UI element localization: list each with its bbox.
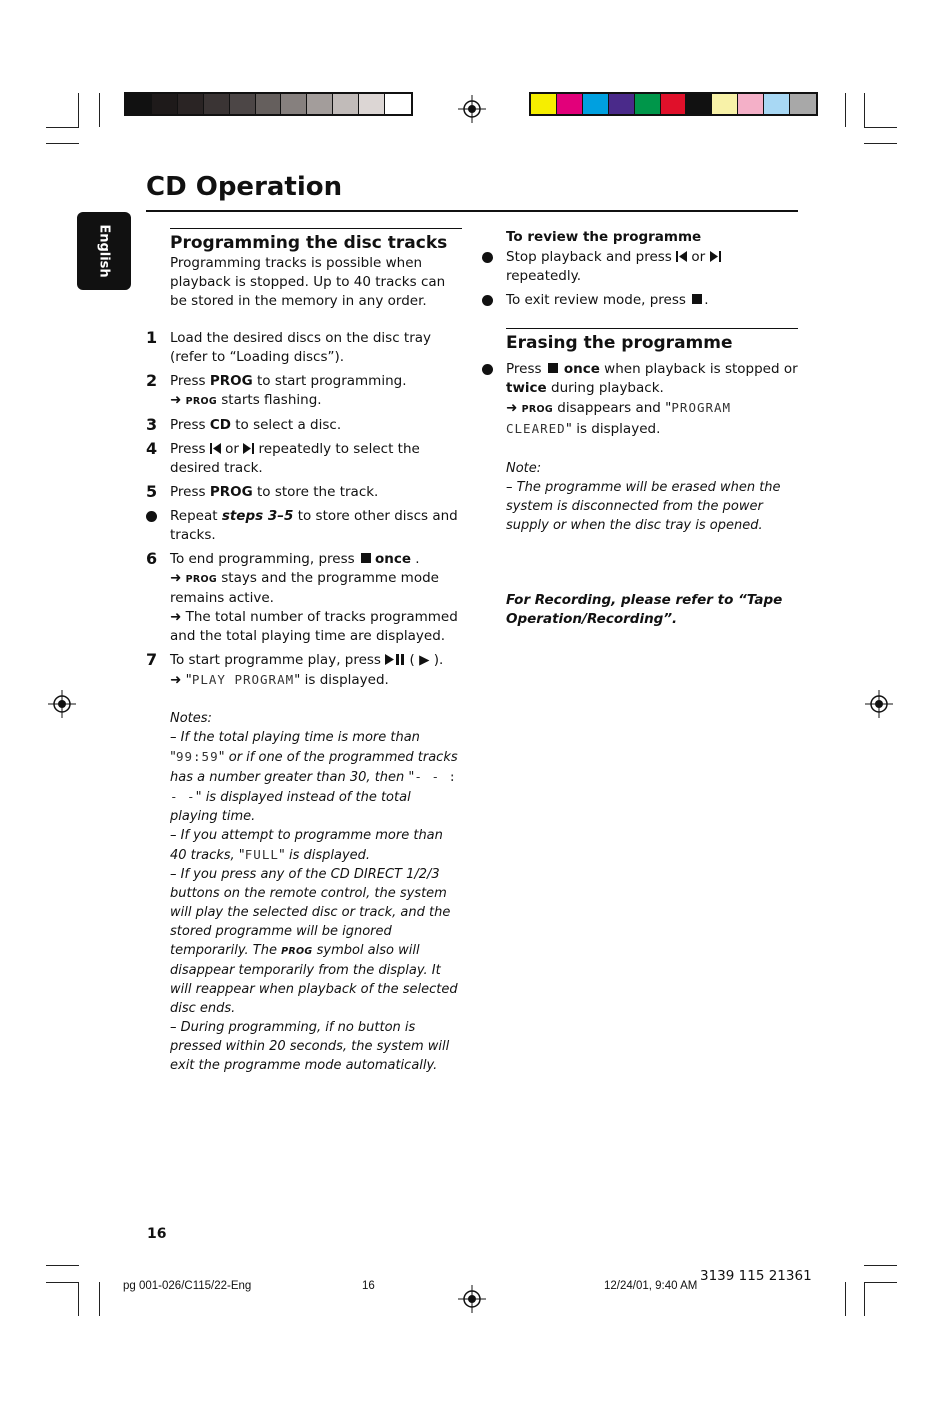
review-bullet-1: Stop playback and press or repeatedly.	[506, 248, 798, 286]
arrow-icon: ➜	[170, 609, 182, 625]
note-3: – If you press any of the CD DIRECT 1/2/3 buttons on the remote control, the system will play the selected disc or track, and the stored programme will be ignored temporarily. The PROG symbol also will disappear temporarily from the display. It will reappear when playback of the selected disc ends.	[170, 867, 458, 1016]
calibration-swatch	[531, 94, 557, 114]
calibration-swatch	[333, 94, 359, 114]
crop-mark	[864, 93, 865, 127]
previous-track-icon	[210, 443, 221, 454]
note-2: – If you attempt to programme more than 40 tracks, "FULL" is displayed.	[170, 828, 443, 863]
next-track-icon	[710, 251, 721, 262]
grayscale-calibration-bar	[124, 92, 413, 116]
arrow-icon: ➜	[170, 392, 182, 408]
section-heading-programming: Programming the disc tracks	[170, 233, 448, 253]
intro-text: Programming tracks is possible when playback is stopped. Up to 40 tracks can be stored in the memory in any order.	[170, 255, 446, 309]
step-6: 6 To end programming, press once . ➜ PROG stays and the programme mode remains active. ➜ The total number of tracks programmed and the total playing time are displayed.	[146, 549, 458, 644]
arrow-icon: ➜	[170, 570, 182, 586]
crop-mark	[864, 127, 897, 128]
bullet-icon	[482, 252, 493, 263]
prog-indicator: PROG	[521, 404, 553, 415]
note-4: – During programming, if no button is pressed within 20 seconds, the system will exit the programme mode automatically.	[170, 1020, 450, 1073]
language-tab	[77, 212, 131, 290]
part-number: 3139 115 21361	[700, 1268, 812, 1284]
crop-mark	[864, 1265, 897, 1266]
play-pause-icon	[385, 654, 405, 665]
bullet-icon	[482, 295, 493, 306]
calibration-swatch	[178, 94, 204, 114]
step-5: 5 Press PROG to store the track.	[146, 482, 379, 501]
erase-bullet: Press once when playback is stopped or twice during playback. ➜ PROG disappears and "PROGRAM CLEARED" is displayed.	[506, 360, 798, 439]
section-heading-erasing: Erasing the programme	[506, 333, 733, 353]
footer-file: pg 001-026/C115/22-Eng	[123, 1280, 252, 1292]
calibration-swatch	[281, 94, 307, 114]
title-divider	[146, 210, 798, 212]
section-divider	[170, 228, 462, 229]
crop-mark	[845, 93, 846, 127]
note-title: Note:	[506, 461, 542, 476]
calibration-swatch	[635, 94, 661, 114]
bullet-repeat: Repeat steps 3–5 to store other discs and tracks.	[170, 507, 462, 545]
step-7: 7 To start programme play, press ( ▶ ). ➜ "PLAY PROGRAM" is displayed.	[146, 650, 444, 688]
calibration-swatch	[307, 94, 333, 114]
crop-mark	[46, 1265, 79, 1266]
section-divider	[506, 328, 798, 329]
color-calibration-bar	[529, 92, 818, 116]
language-tab-label: English	[96, 224, 112, 278]
notes-block	[170, 709, 462, 1075]
calibration-swatch	[152, 94, 178, 114]
crop-mark	[46, 143, 79, 144]
crop-mark	[845, 1282, 846, 1316]
left-column	[146, 228, 462, 1075]
prog-indicator: PROG	[185, 396, 217, 407]
calibration-swatch	[385, 94, 411, 114]
review-bullet-2: To exit review mode, press .	[506, 291, 798, 310]
crop-mark	[78, 1282, 79, 1316]
crop-mark	[78, 93, 79, 127]
calibration-swatch	[686, 94, 712, 114]
step-4: 4 Press or repeatedly to select the desired track.	[146, 439, 420, 476]
crop-mark	[864, 1282, 865, 1316]
crop-mark	[864, 143, 897, 144]
arrow-icon: ➜	[170, 672, 182, 688]
calibration-swatch	[204, 94, 230, 114]
calibration-swatch	[790, 94, 816, 114]
calibration-swatch	[661, 94, 687, 114]
calibration-swatch	[126, 94, 152, 114]
calibration-swatch	[764, 94, 790, 114]
crop-mark	[99, 1282, 100, 1316]
footer-date: 12/24/01, 9:40 AM	[604, 1280, 698, 1292]
registration-mark-icon	[458, 95, 486, 123]
review-heading: To review the programme	[506, 229, 702, 245]
calibration-swatch	[256, 94, 282, 114]
bullet-icon	[482, 364, 493, 375]
lcd-display-text: PROGRAM CLEARED	[506, 400, 732, 436]
crop-mark	[46, 1282, 79, 1283]
registration-mark-icon	[458, 1285, 486, 1313]
step-1: 1 Load the desired discs on the disc tray (refer to “Loading discs”).	[146, 328, 432, 365]
step-2: 2 Press PROG to start programming. ➜ PROG starts flashing.	[146, 371, 407, 408]
crop-mark	[46, 127, 79, 128]
calibration-swatch	[230, 94, 256, 114]
note-1: – If the total playing time is more than "99:59" or if one of the programmed tracks has a number greater than 30, then "- - : - -" is displayed instead of the total playing time.	[170, 730, 458, 824]
recording-reference: For Recording, please refer to “Tape Operation/Recording”.	[506, 592, 783, 627]
notes-title: Notes:	[170, 711, 212, 726]
lcd-display-text: PLAY PROGRAM	[191, 672, 295, 687]
footer-folio: 16	[362, 1280, 375, 1292]
right-column	[506, 228, 798, 629]
calibration-swatch	[712, 94, 738, 114]
stop-icon	[548, 363, 558, 373]
page-number: 16	[147, 1226, 167, 1242]
arrow-icon: ➜	[506, 400, 518, 416]
crop-mark	[864, 1282, 897, 1283]
next-track-icon	[243, 443, 254, 454]
stop-icon	[361, 553, 371, 563]
page-title: CD Operation	[146, 172, 343, 202]
stop-icon	[692, 294, 702, 304]
prog-indicator: PROG	[185, 574, 217, 585]
step-3: 3 Press CD to select a disc.	[146, 415, 342, 434]
crop-mark	[99, 93, 100, 127]
registration-mark-icon	[865, 690, 893, 718]
calibration-swatch	[738, 94, 764, 114]
note-block	[506, 459, 798, 535]
previous-track-icon	[676, 251, 687, 262]
calibration-swatch	[359, 94, 385, 114]
calibration-swatch	[609, 94, 635, 114]
calibration-swatch	[557, 94, 583, 114]
calibration-swatch	[583, 94, 609, 114]
registration-mark-icon	[48, 690, 76, 718]
note-text: – The programme will be erased when the system is disconnected from the power supply or when the disc tray is opened.	[506, 480, 781, 533]
bullet-icon	[146, 511, 157, 522]
